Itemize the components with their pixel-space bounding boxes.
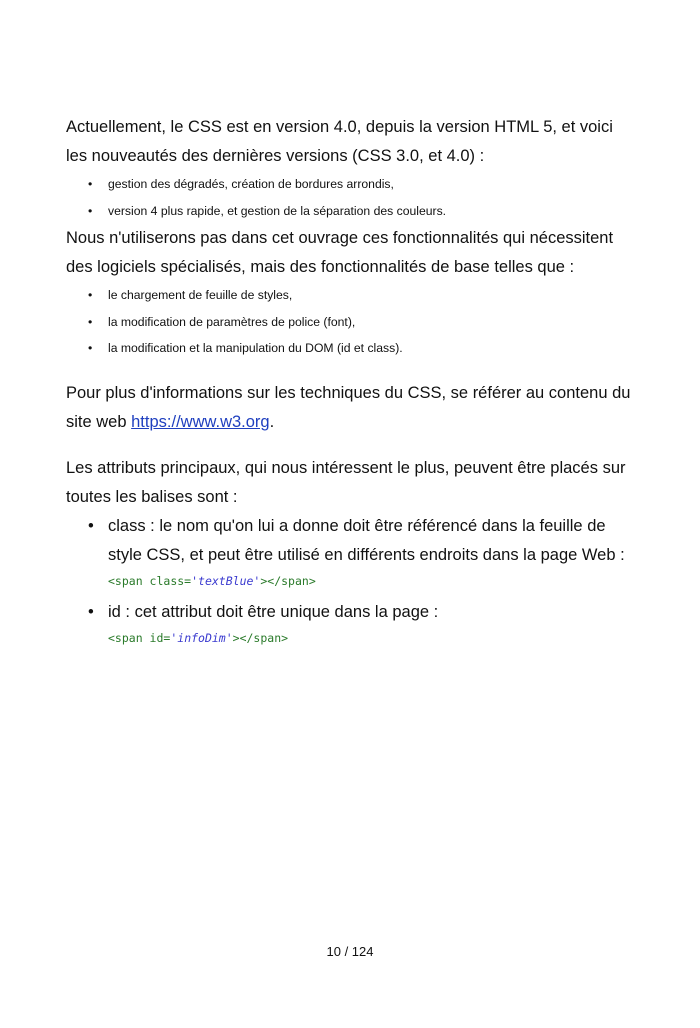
info-paragraph — [66, 379, 646, 437]
usage-paragraph — [66, 224, 646, 282]
list-item-text: version 4 plus rapide, et gestion de la séparation des couleurs. — [108, 203, 447, 218]
code-equals: = — [184, 573, 192, 588]
code-value: 'infoDim' — [170, 630, 233, 645]
bullet-icon: • — [88, 314, 93, 329]
code-tag-close: ></span> — [232, 630, 289, 645]
attributes-paragraph — [66, 454, 646, 512]
intro-line-2: les nouveautés des dernières versions (CSS 3.0, et 4.0) : — [66, 147, 485, 165]
intro-bullet-list — [88, 171, 646, 224]
code-attr: id — [149, 630, 164, 645]
list-item-text: la modification et la manipulation du DOM (id et class). — [108, 341, 403, 355]
code-equals: = — [163, 630, 171, 645]
bullet-icon: • — [88, 288, 93, 302]
list-item-text: le chargement de feuille de styles, — [108, 288, 293, 302]
class-attribute-line-2: style CSS, et peut être utilisé en différents endroits dans la page Web : — [108, 545, 625, 564]
attributes-list — [88, 512, 646, 649]
code-tag-close: ></span> — [260, 573, 316, 588]
bullet-icon: • — [88, 516, 94, 535]
list-item — [88, 171, 646, 198]
list-item — [88, 198, 646, 225]
bullet-icon: • — [88, 203, 93, 218]
list-item-id-attribute — [88, 598, 646, 649]
bullet-icon: • — [88, 341, 93, 355]
info-line-2-suffix: . — [269, 412, 275, 431]
bullet-icon: • — [88, 177, 93, 191]
attributes-line-1: Les attributs principaux, qui nous intéressent le plus, peuvent être placés sur — [66, 458, 626, 477]
info-line-2-prefix: site web — [66, 412, 132, 431]
intro-paragraph — [66, 113, 646, 171]
list-item-text: gestion des dégradés, création de bordures arrondis, — [108, 177, 394, 191]
code-attr: class — [149, 573, 185, 588]
attributes-line-2: toutes les balises sont : — [66, 487, 238, 506]
page-content — [66, 113, 646, 655]
id-attribute-line-1: id : cet attribut doit être unique dans la page : — [108, 602, 439, 621]
list-item — [88, 335, 646, 362]
class-attribute-line-1: class : le nom qu'on lui a donne doit être référencé dans la feuille de — [108, 516, 606, 535]
list-item-class-attribute — [88, 512, 646, 592]
code-sample-id — [108, 627, 646, 649]
code-tag-open: <span — [108, 573, 150, 588]
bullet-icon: • — [88, 602, 94, 621]
usage-bullet-list — [88, 282, 646, 362]
list-item-text: la modification de paramètres de police (font), — [108, 314, 356, 329]
page-number: 10 / 124 — [326, 944, 374, 959]
usage-line-2: des logiciels spécialisés, mais des fonctionnalités de base telles que : — [66, 258, 575, 276]
w3-link[interactable]: https://www.w3.org — [131, 412, 270, 431]
code-value: 'textBlue' — [191, 573, 261, 588]
usage-line-1: Nous n'utiliserons pas dans cet ouvrage ces fonctionnalités qui nécessitent — [66, 229, 614, 247]
list-item — [88, 309, 646, 336]
intro-line-1: Actuellement, le CSS est en version 4.0, depuis la version HTML 5, et voici — [66, 118, 613, 136]
code-sample-class — [108, 570, 646, 592]
list-item — [88, 282, 646, 309]
code-tag-open: <span — [108, 630, 150, 645]
info-line-1: Pour plus d'informations sur les techniques du CSS, se référer au contenu du — [66, 383, 631, 402]
